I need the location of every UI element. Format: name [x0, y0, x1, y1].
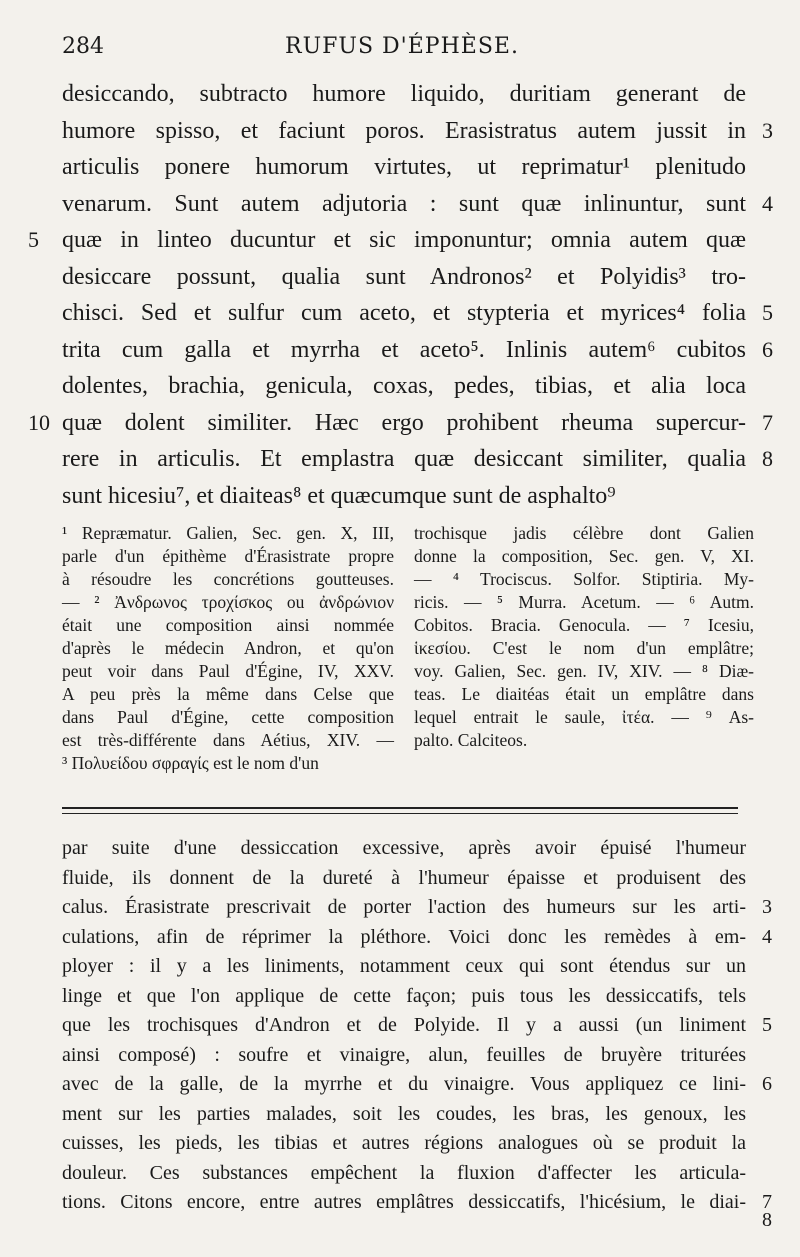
section-number: 4 — [762, 190, 773, 216]
section-number: 5 — [762, 1014, 772, 1036]
latin-line: chisci. Sed et sulfur cum aceto, et stypteria et myrices⁴ folia 5 — [62, 295, 746, 332]
french-line: culations, afin de réprimer la pléthore. Voici donc les remèdes à em- 4 — [62, 923, 746, 953]
footnote-line: A peu près la même dans Celse que — [62, 684, 394, 704]
latin-line: dolentes, brachia, genicula, coxas, pedes, tibias, et alia loca — [62, 373, 746, 399]
latin-text-block — [28, 76, 773, 514]
french-translation-block — [62, 834, 772, 1238]
footnote-line: teas. Le diaitéas était un emplâtre dans — [414, 684, 754, 704]
french-line: par suite d'une dessiccation excessive, après avoir épuisé l'humeur — [62, 837, 746, 859]
line-number: 10 — [28, 409, 50, 435]
latin-line: humore spisso, et faciunt poros. Erasistratus autem jussit in 3 — [62, 113, 746, 150]
footnote-line: dans Paul d'Égine, cette composition — [62, 707, 394, 727]
divider-rule — [62, 813, 738, 814]
footnote-line: — ⁴ Trociscus. Solfor. Stiptiria. My- — [414, 569, 754, 589]
french-line: avec de la galle, de la myrrhe et du vinaigre. Vous appliquez ce lini- 6 — [62, 1070, 746, 1100]
latin-line: sunt hicesiu⁷, et diaiteas⁸ et quæcumque sunt de asphalto⁹ — [62, 482, 616, 509]
section-number: 6 — [762, 1073, 772, 1095]
section-number: 3 — [762, 896, 772, 918]
footnote-line: trochisque jadis célèbre dont Galien — [414, 523, 754, 543]
section-number: 5 — [762, 300, 773, 325]
french-line: douleur. Ces substances empêchent la fluxion d'affecter les articula- — [62, 1161, 746, 1184]
latin-line: desiccare possunt, qualia sunt Andronos² et Polyidis³ tro- — [62, 263, 746, 290]
footnote-line: à résoudre les concrétions goutteuses. — [62, 569, 394, 589]
french-line: ployer : il y a les liniments, notamment ceux qui sont étendus sur un — [62, 955, 746, 977]
page-number: 284 — [62, 34, 104, 59]
footnote-line: ³ Πολυείδου σφραγίς est le nom d'un — [62, 753, 319, 773]
footnote-line: ¹ Repræmatur. Galien, Sec. gen. X, III, — [62, 523, 394, 543]
footnote-line: lequel entrait le saule, ἰτέα. — ⁹ As- — [414, 707, 754, 727]
footnote-line: d'après le médecin Andron, et qu'on — [62, 638, 394, 658]
latin-line: articulis ponere humorum virtutes, ut reprimatur¹ plenitudo — [62, 154, 746, 180]
footnote-line: parle d'un épithème d'Érasistrate propre — [62, 546, 394, 566]
footnote-line: palto. Calciteos. — [414, 730, 528, 750]
section-number: 4 — [762, 925, 772, 948]
latin-line: venarum. Sunt autem adjutoria : sunt quæ inlinuntur, sunt 4 — [62, 186, 746, 223]
french-line: ainsi composé) : soufre et vinaigre, alun, feuilles de bruyère triturées — [62, 1043, 746, 1066]
french-line: que les trochisques d'Andron et de Polyide. Il y a aussi (un liniment 5 — [62, 1011, 746, 1041]
latin-line: trita cum galla et myrrha et aceto⁵. Inlinis autem⁶ cubitos 6 — [62, 332, 746, 369]
french-line: ment sur les parties malades, soit les coudes, les bras, les genoux, les — [62, 1102, 746, 1125]
section-number: 8 — [762, 1208, 772, 1231]
divider-rule — [62, 807, 738, 809]
french-line: calus. Érasistrate prescrivait de porter l'action des humeurs sur les arti- 3 — [62, 893, 746, 923]
footnote-line: est très-différente dans Aétius, XIV. — — [62, 730, 394, 750]
footnote-line: peut voir dans Paul d'Égine, IV, XXV. — [62, 661, 394, 681]
french-line: linge et que l'on applique de cette façon; puis tous les dessiccatifs, tels — [62, 984, 746, 1007]
running-title: RUFUS D'ÉPHÈSE. — [285, 34, 519, 59]
french-line: cuisses, les pieds, les tibias et autres régions analogues où se produit la — [62, 1132, 746, 1154]
section-number: 8 — [762, 446, 773, 471]
section-number: 7 — [762, 1191, 772, 1213]
line-number: 5 — [28, 227, 39, 252]
footnote-line: ricis. — ⁵ Murra. Acetum. — ⁶ Autm. — [414, 592, 754, 612]
footnote-line: voy. Galien, Sec. gen. IV, XIV. — ⁸ Diæ- — [414, 661, 754, 681]
section-number: 7 — [762, 409, 773, 435]
french-line: fluide, ils donnent de la dureté à l'humeur épaisse et produisent des — [62, 866, 746, 889]
french-line — [62, 1208, 772, 1238]
footnote-line: Cobitos. Bracia. Genocula. — ⁷ Icesiu, — [414, 615, 754, 635]
page-header — [62, 34, 742, 64]
footnote-line: ἱκεσίου. C'est le nom d'un emplâtre; — [414, 638, 754, 658]
french-line: tions. Citons encore, entre autres emplâtres dessiccatifs, l'hicésium, le diai- 7 — [62, 1188, 746, 1218]
section-number: 6 — [762, 336, 773, 362]
latin-line: desiccando, subtracto humore liquido, duritiam generant de — [62, 81, 746, 107]
section-number: 3 — [762, 117, 773, 143]
footnotes-right-column — [414, 522, 754, 752]
footnotes — [62, 522, 752, 792]
footnote-line: — ² Ἀνδρωνος τροχίσκος ou ἀνδρώνιον — [62, 592, 394, 612]
footnotes-left-column — [62, 522, 394, 775]
latin-line: rere in articulis. Et emplastra quæ desiccant similiter, qualia 8 — [62, 441, 746, 478]
latin-line: 5 quæ in linteo ducuntur et sic imponuntur; omnia autem quæ — [62, 222, 746, 259]
footnote-line: donne la composition, Sec. gen. V, XI. — [414, 546, 754, 566]
footnote-line: était une composition ainsi nommée — [62, 615, 394, 635]
latin-line: 10 quæ dolent similiter. Hæc ergo prohibent rheuma supercur- 7 — [62, 405, 746, 442]
